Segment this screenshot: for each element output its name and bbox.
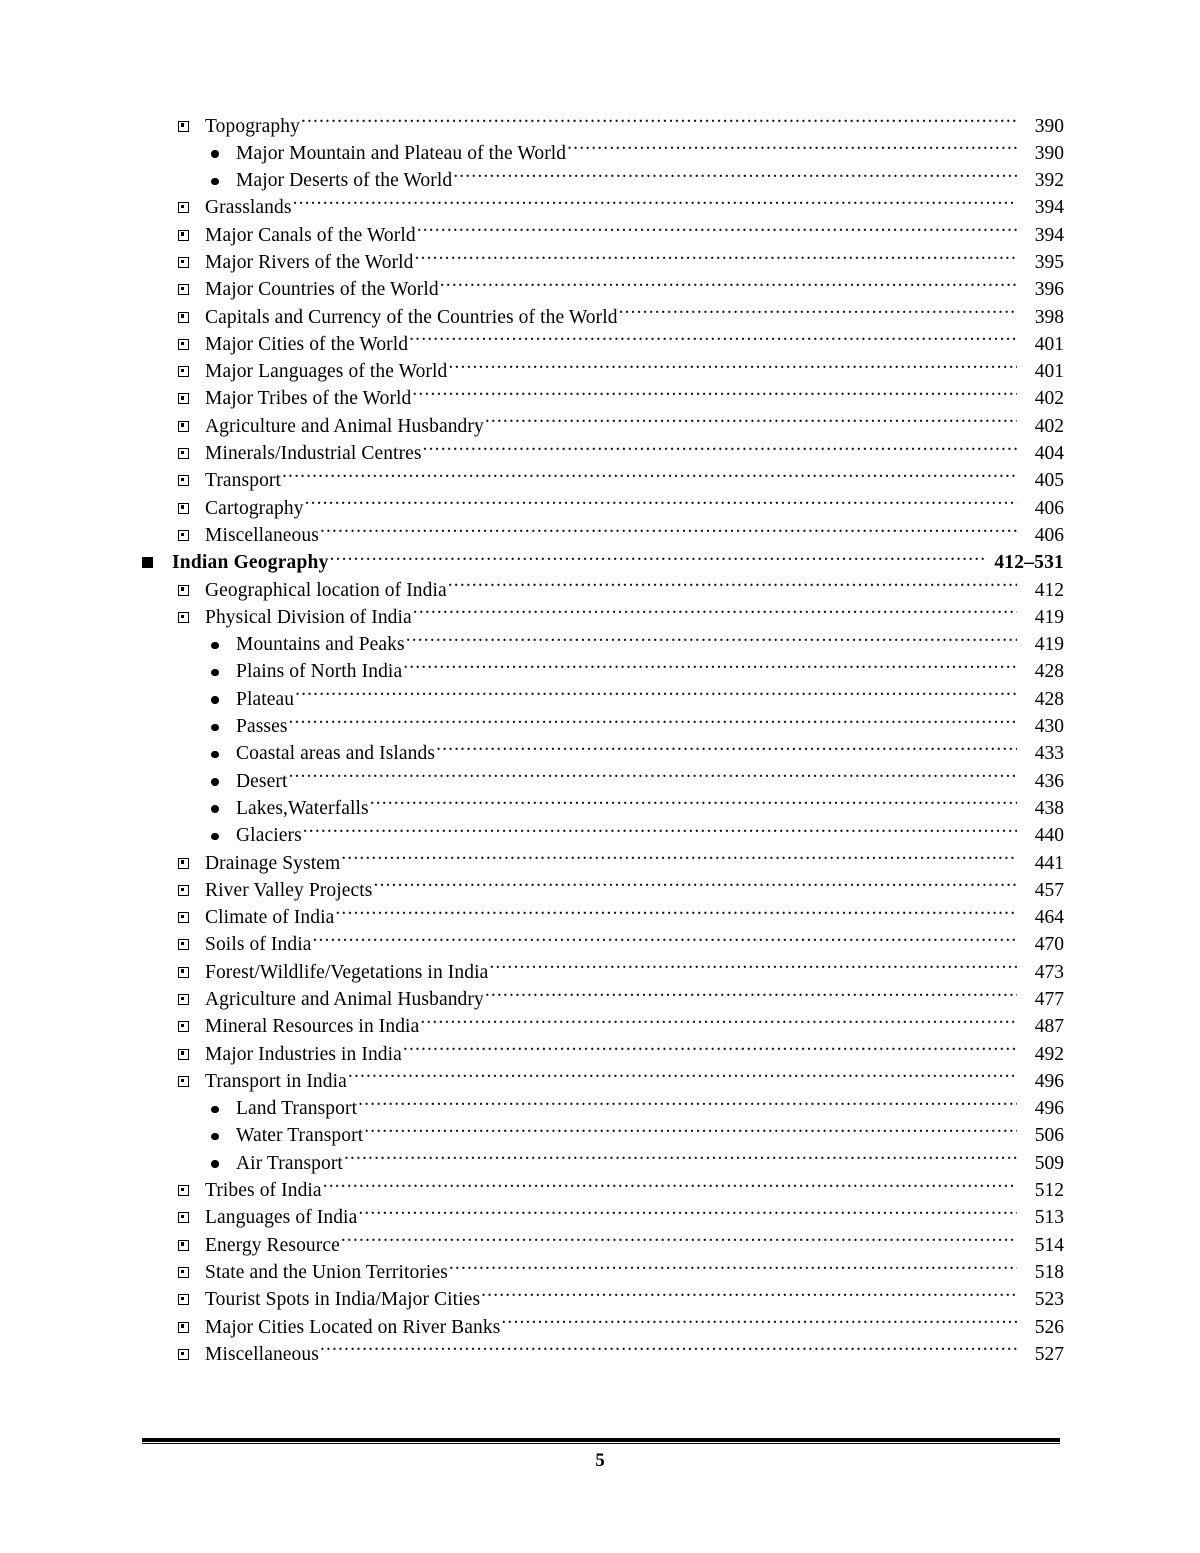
toc-entry[interactable] (142, 385, 1064, 412)
toc-entry-label: Lakes,Waterfalls (236, 797, 369, 819)
hollow-square-bullet-icon (178, 522, 205, 549)
toc-entry-label: Agriculture and Animal Husbandry (205, 989, 484, 1010)
dot-leader (303, 822, 1017, 842)
round-bullet-glyph (211, 805, 219, 813)
toc-entry[interactable] (142, 822, 1064, 849)
toc-entry-label: Physical Division of India (205, 606, 412, 628)
dot-leader (403, 1040, 1017, 1060)
hollow-square-bullet-glyph (178, 612, 189, 623)
toc-entry[interactable] (142, 767, 1064, 794)
toc-entry[interactable] (142, 549, 1064, 576)
dot-leader (453, 167, 1017, 187)
hollow-square-bullet-glyph (178, 1021, 189, 1032)
hollow-square-bullet-glyph (178, 1322, 189, 1333)
dot-leader (312, 931, 1017, 951)
dot-leader (485, 412, 1017, 432)
dot-leader (330, 549, 985, 569)
dot-leader (320, 1340, 1017, 1360)
toc-entry-page-number: 526 (1034, 1316, 1064, 1338)
toc-entry-label: Tribes of India (205, 1180, 322, 1202)
toc-entry-page-number: 428 (1034, 688, 1064, 710)
toc-entry-label: Geographical location of India (205, 579, 447, 601)
round-bullet-glyph (211, 178, 219, 186)
toc-entry-page-number: 398 (1034, 306, 1064, 328)
hollow-square-bullet-icon (178, 959, 205, 986)
round-bullet-icon (211, 140, 236, 167)
toc-entry-page-number: 401 (1034, 361, 1064, 383)
toc-entry-page-number: 428 (1034, 661, 1064, 683)
toc-entry-page-number: 396 (1034, 279, 1064, 301)
hollow-square-bullet-icon (178, 385, 205, 412)
dot-leader (341, 849, 1017, 869)
toc-entry[interactable] (142, 1286, 1064, 1313)
toc-entry-page-number: 470 (1034, 934, 1064, 956)
hollow-square-bullet-glyph (178, 202, 189, 213)
toc-entry-page-number: 514 (1034, 1234, 1064, 1256)
toc-entry-page-number: 401 (1034, 333, 1064, 355)
toc-entry-page-number: 518 (1034, 1261, 1064, 1283)
hollow-square-bullet-icon (178, 194, 205, 221)
toc-entry-page-number: 394 (1034, 224, 1064, 246)
dot-leader (417, 221, 1017, 241)
toc-entry[interactable] (142, 167, 1064, 194)
dot-leader (293, 194, 1017, 214)
hollow-square-bullet-glyph (178, 366, 189, 377)
toc-entry-page-number: 527 (1034, 1343, 1064, 1365)
hollow-square-bullet-glyph (178, 585, 189, 596)
hollow-square-bullet-icon (178, 877, 205, 904)
toc-entry-label: Coastal areas and Islands (236, 743, 436, 765)
toc-entry-page-number: 487 (1034, 1016, 1064, 1038)
hollow-square-bullet-icon (178, 931, 205, 958)
toc-entry[interactable] (142, 494, 1064, 521)
round-bullet-icon (211, 1150, 236, 1177)
hollow-square-bullet-glyph (178, 448, 189, 459)
toc-entry-page-number: 390 (1034, 142, 1064, 164)
toc-entry-label: Indian Geography (172, 552, 329, 574)
toc-entry-label: Miscellaneous (205, 524, 319, 546)
toc-entry-page-number: 473 (1034, 961, 1064, 983)
dot-leader (413, 603, 1017, 623)
toc-entry-label: Grasslands (205, 197, 292, 219)
hollow-square-bullet-glyph (178, 257, 189, 268)
toc-entry[interactable] (142, 1040, 1064, 1067)
round-bullet-glyph (211, 778, 219, 786)
hollow-square-bullet-glyph (178, 1049, 189, 1060)
toc-entry-label: Major Rivers of the World (205, 251, 414, 273)
hollow-square-bullet-glyph (178, 1267, 189, 1278)
hollow-square-bullet-glyph (178, 475, 189, 486)
toc-entry[interactable] (142, 412, 1064, 439)
hollow-square-bullet-icon (178, 413, 205, 440)
toc-entry-label: Cartography (205, 497, 304, 519)
toc-entry[interactable] (142, 849, 1064, 876)
toc-entry-page-number: 506 (1034, 1125, 1064, 1147)
toc-entry[interactable] (142, 358, 1064, 385)
toc-entry-label: State and the Union Territories (205, 1261, 448, 1283)
toc-entry[interactable] (142, 521, 1064, 548)
toc-entry-page-number: 436 (1034, 770, 1064, 792)
dot-leader (409, 330, 1017, 350)
toc-entry[interactable] (142, 221, 1064, 248)
round-bullet-glyph (211, 150, 219, 158)
toc-entry[interactable] (142, 1177, 1064, 1204)
toc-entry-page-number: 430 (1034, 716, 1064, 738)
toc-entry[interactable] (142, 1149, 1064, 1176)
toc-entry[interactable] (142, 1095, 1064, 1122)
toc-entry-label: Passes (236, 716, 288, 738)
dot-leader (335, 904, 1017, 924)
round-bullet-glyph (211, 1133, 219, 1141)
toc-entry-page-number: 477 (1034, 989, 1064, 1010)
toc-entry-label: Transport (205, 470, 282, 492)
dot-leader (348, 1067, 1017, 1087)
toc-entry-label: Major Mountain and Plateau of the World (236, 142, 567, 164)
toc-entry-label: Land Transport (236, 1098, 358, 1120)
toc-entry-label: Mineral Resources in India (205, 1016, 420, 1038)
round-bullet-icon (211, 713, 236, 740)
toc-entry-page-number: 406 (1034, 524, 1064, 546)
dot-leader (449, 1258, 1017, 1278)
dot-leader (567, 139, 1017, 159)
dot-leader (320, 521, 1017, 541)
toc-entry-page-number: 441 (1034, 852, 1064, 874)
toc-entry-page-number: 513 (1034, 1207, 1064, 1229)
hollow-square-bullet-icon (178, 304, 205, 331)
dot-leader (481, 1286, 1017, 1306)
toc-entry-label: Capitals and Currency of the Countries of the World (205, 306, 618, 328)
dot-leader (358, 1204, 1017, 1224)
toc-entry[interactable] (142, 330, 1064, 357)
hollow-square-bullet-icon (178, 467, 205, 494)
hollow-square-bullet-icon (178, 904, 205, 931)
hollow-square-bullet-glyph (178, 1294, 189, 1305)
hollow-square-bullet-icon (178, 577, 205, 604)
toc-entry[interactable] (142, 658, 1064, 685)
toc-entry-label: Major Industries in India (205, 1043, 402, 1065)
hollow-square-bullet-glyph (178, 885, 189, 896)
dot-leader (448, 576, 1017, 596)
dot-leader (305, 494, 1017, 514)
footer-separator (142, 1438, 1060, 1444)
hollow-square-bullet-glyph (178, 393, 189, 404)
hollow-square-bullet-glyph (178, 312, 189, 323)
toc-entry[interactable] (142, 1013, 1064, 1040)
hollow-square-bullet-icon (178, 1041, 205, 1068)
toc-entry-label: Major Cities of the World (205, 333, 409, 355)
toc-entry-label: Tourist Spots in India/Major Cities (205, 1289, 481, 1311)
solid-square-bullet-glyph (142, 557, 153, 568)
hollow-square-bullet-icon (178, 604, 205, 631)
toc-entry[interactable] (142, 194, 1064, 221)
toc-entry-label: Drainage System (205, 852, 341, 874)
hollow-square-bullet-glyph (178, 1185, 189, 1196)
toc-entry-label: Mountains and Peaks (236, 634, 405, 656)
toc-entry-page-number: 392 (1034, 170, 1064, 192)
dot-leader (440, 276, 1017, 296)
toc-entry[interactable] (142, 248, 1064, 275)
round-bullet-icon (211, 795, 236, 822)
toc-entry[interactable] (142, 139, 1064, 166)
round-bullet-icon (211, 768, 236, 795)
dot-leader (370, 794, 1017, 814)
dot-leader (289, 767, 1018, 787)
toc-entry[interactable] (142, 986, 1064, 1013)
toc-entry-page-number: 419 (1034, 606, 1064, 628)
round-bullet-glyph (211, 1106, 219, 1114)
round-bullet-glyph (211, 833, 219, 841)
hollow-square-bullet-glyph (178, 1076, 189, 1087)
hollow-square-bullet-icon (178, 1314, 205, 1341)
toc-entry-page-number: 405 (1034, 470, 1064, 492)
toc-entry[interactable] (142, 794, 1064, 821)
hollow-square-bullet-glyph (178, 858, 189, 869)
dot-leader (289, 713, 1017, 733)
dot-leader (403, 658, 1017, 678)
toc-entry[interactable] (142, 603, 1064, 630)
toc-entry-label: Soils of India (205, 934, 312, 956)
toc-entry-label: Water Transport (236, 1125, 364, 1147)
round-bullet-glyph (211, 642, 219, 650)
toc-entry-page-number: 464 (1034, 907, 1064, 929)
toc-entry-label: Transport in India (205, 1070, 347, 1092)
toc-entry-page-number: 412 (1034, 579, 1064, 601)
round-bullet-icon (211, 658, 236, 685)
toc-entry-label: Air Transport (236, 1152, 343, 1174)
toc-entry-label: Climate of India (205, 907, 335, 929)
toc-entry[interactable] (142, 1313, 1064, 1340)
solid-square-bullet-icon (142, 549, 172, 576)
toc-entry-label: Major Canals of the World (205, 224, 416, 246)
dot-leader (341, 1231, 1017, 1251)
hollow-square-bullet-glyph (178, 530, 189, 541)
dot-leader (448, 358, 1017, 378)
toc-entry-page-number: 440 (1034, 825, 1064, 847)
round-bullet-icon (211, 1122, 236, 1149)
toc-entry-label: Minerals/Industrial Centres (205, 443, 422, 465)
toc-entry[interactable] (142, 685, 1064, 712)
toc-entry[interactable] (142, 1231, 1064, 1258)
toc-entry-page-number: 404 (1034, 443, 1064, 465)
hollow-square-bullet-glyph (178, 339, 189, 350)
toc-entry-label: Major Languages of the World (205, 361, 448, 383)
hollow-square-bullet-icon (178, 440, 205, 467)
toc-entry[interactable] (142, 440, 1064, 467)
footer-rule-thin (142, 1443, 1060, 1444)
toc-entry-label: Major Countries of the World (205, 279, 439, 301)
toc-entry-page-number: 457 (1034, 879, 1064, 901)
hollow-square-bullet-icon (178, 1068, 205, 1095)
hollow-square-bullet-icon (178, 986, 205, 1013)
hollow-square-bullet-icon (178, 1013, 205, 1040)
toc-entry[interactable] (142, 1340, 1064, 1367)
toc-entry[interactable] (142, 958, 1064, 985)
dot-leader (406, 631, 1017, 651)
toc-entry-label: Glaciers (236, 825, 302, 847)
toc-entry[interactable] (142, 112, 1064, 139)
page-folio-number: 5 (595, 1450, 605, 1471)
hollow-square-bullet-icon (178, 331, 205, 358)
hollow-square-bullet-icon (178, 276, 205, 303)
toc-entry[interactable] (142, 276, 1064, 303)
hollow-square-bullet-glyph (178, 994, 189, 1005)
toc-entry-page-number: 412–531 (994, 552, 1064, 574)
round-bullet-glyph (211, 669, 219, 677)
toc-entry-page-number: 402 (1034, 415, 1064, 437)
dot-leader (436, 740, 1017, 760)
toc-entry-page-number: 406 (1034, 497, 1064, 519)
hollow-square-bullet-icon (178, 1177, 205, 1204)
hollow-square-bullet-glyph (178, 967, 189, 978)
hollow-square-bullet-icon (178, 1259, 205, 1286)
hollow-square-bullet-glyph (178, 1240, 189, 1251)
toc-entry-label: Energy Resource (205, 1234, 340, 1256)
toc-entry[interactable] (142, 904, 1064, 931)
hollow-square-bullet-glyph (178, 1349, 189, 1360)
toc-entry[interactable] (142, 1067, 1064, 1094)
toc-entry-label: Major Deserts of the World (236, 170, 453, 192)
round-bullet-glyph (211, 1160, 219, 1168)
hollow-square-bullet-icon (178, 495, 205, 522)
toc-entry-page-number: 512 (1034, 1180, 1064, 1202)
dot-leader (344, 1149, 1017, 1169)
dot-leader (358, 1095, 1017, 1115)
toc-entry-label: Languages of India (205, 1207, 358, 1229)
hollow-square-bullet-glyph (178, 230, 189, 241)
round-bullet-icon (211, 822, 236, 849)
toc-entry[interactable] (142, 740, 1064, 767)
hollow-square-bullet-icon (178, 1204, 205, 1231)
toc-entry[interactable] (142, 713, 1064, 740)
toc-entry-page-number: 419 (1034, 634, 1064, 656)
hollow-square-bullet-icon (178, 358, 205, 385)
toc-entry-page-number: 390 (1034, 115, 1064, 137)
round-bullet-icon (211, 167, 236, 194)
hollow-square-bullet-icon (178, 1341, 205, 1368)
toc-entry[interactable] (142, 303, 1064, 330)
footer-rule-thick (142, 1438, 1060, 1442)
toc-entry-page-number: 492 (1034, 1043, 1064, 1065)
hollow-square-bullet-glyph (178, 503, 189, 514)
toc-entry-page-number: 402 (1034, 388, 1064, 410)
toc-entry-label: Plateau (236, 688, 295, 710)
dot-leader (415, 248, 1017, 268)
toc-entry-page-number: 496 (1034, 1070, 1064, 1092)
toc-entry[interactable] (142, 467, 1064, 494)
dot-leader (489, 958, 1017, 978)
toc-entry-label: Desert (236, 770, 288, 792)
toc-entry-label: Plains of North India (236, 661, 403, 683)
toc-entry-page-number: 394 (1034, 197, 1064, 219)
dot-leader (501, 1313, 1017, 1333)
dot-leader (323, 1177, 1017, 1197)
dot-leader (295, 685, 1017, 705)
dot-leader (373, 876, 1017, 896)
hollow-square-bullet-glyph (178, 421, 189, 432)
dot-leader (282, 467, 1017, 487)
toc-entry-label: Major Cities Located on River Banks (205, 1316, 501, 1338)
toc-entry-page-number: 523 (1034, 1289, 1064, 1311)
toc-entry-page-number: 496 (1034, 1098, 1064, 1120)
toc-entry-page-number: 509 (1034, 1152, 1064, 1174)
toc-entry[interactable] (142, 876, 1064, 903)
dot-leader (619, 303, 1017, 323)
dot-leader (301, 112, 1017, 132)
round-bullet-icon (211, 686, 236, 713)
table-of-contents-list (142, 112, 1064, 1368)
hollow-square-bullet-glyph (178, 939, 189, 950)
hollow-square-bullet-icon (178, 249, 205, 276)
toc-entry-label: Topography (205, 115, 300, 137)
hollow-square-bullet-icon (178, 113, 205, 140)
toc-entry[interactable] (142, 931, 1064, 958)
toc-entry[interactable] (142, 631, 1064, 658)
toc-entry-label: River Valley Projects (205, 879, 373, 901)
toc-entry[interactable] (142, 1122, 1064, 1149)
toc-entry-label: Agriculture and Animal Husbandry (205, 415, 484, 437)
toc-entry-label: Miscellaneous (205, 1343, 319, 1365)
toc-entry-page-number: 395 (1034, 251, 1064, 273)
toc-entry[interactable] (142, 1204, 1064, 1231)
hollow-square-bullet-icon (178, 1286, 205, 1313)
round-bullet-icon (211, 631, 236, 658)
round-bullet-glyph (211, 724, 219, 732)
hollow-square-bullet-icon (178, 850, 205, 877)
dot-leader (412, 385, 1017, 405)
dot-leader (420, 1013, 1017, 1033)
toc-entry-label: Forest/Wildlife/Vegetations in India (205, 961, 489, 983)
hollow-square-bullet-icon (178, 222, 205, 249)
toc-entry-label: Major Tribes of the World (205, 388, 412, 410)
hollow-square-bullet-glyph (178, 121, 189, 132)
hollow-square-bullet-glyph (178, 912, 189, 923)
dot-leader (364, 1122, 1017, 1142)
dot-leader (485, 986, 1017, 1006)
dot-leader (423, 440, 1017, 460)
round-bullet-glyph (211, 696, 219, 704)
round-bullet-icon (211, 1095, 236, 1122)
toc-entry-page-number: 433 (1034, 743, 1064, 765)
toc-entry[interactable] (142, 1258, 1064, 1285)
hollow-square-bullet-glyph (178, 284, 189, 295)
hollow-square-bullet-glyph (178, 1212, 189, 1223)
toc-entry[interactable] (142, 576, 1064, 603)
round-bullet-icon (211, 740, 236, 767)
hollow-square-bullet-icon (178, 1232, 205, 1259)
toc-entry-page-number: 438 (1034, 797, 1064, 819)
round-bullet-glyph (211, 751, 219, 759)
